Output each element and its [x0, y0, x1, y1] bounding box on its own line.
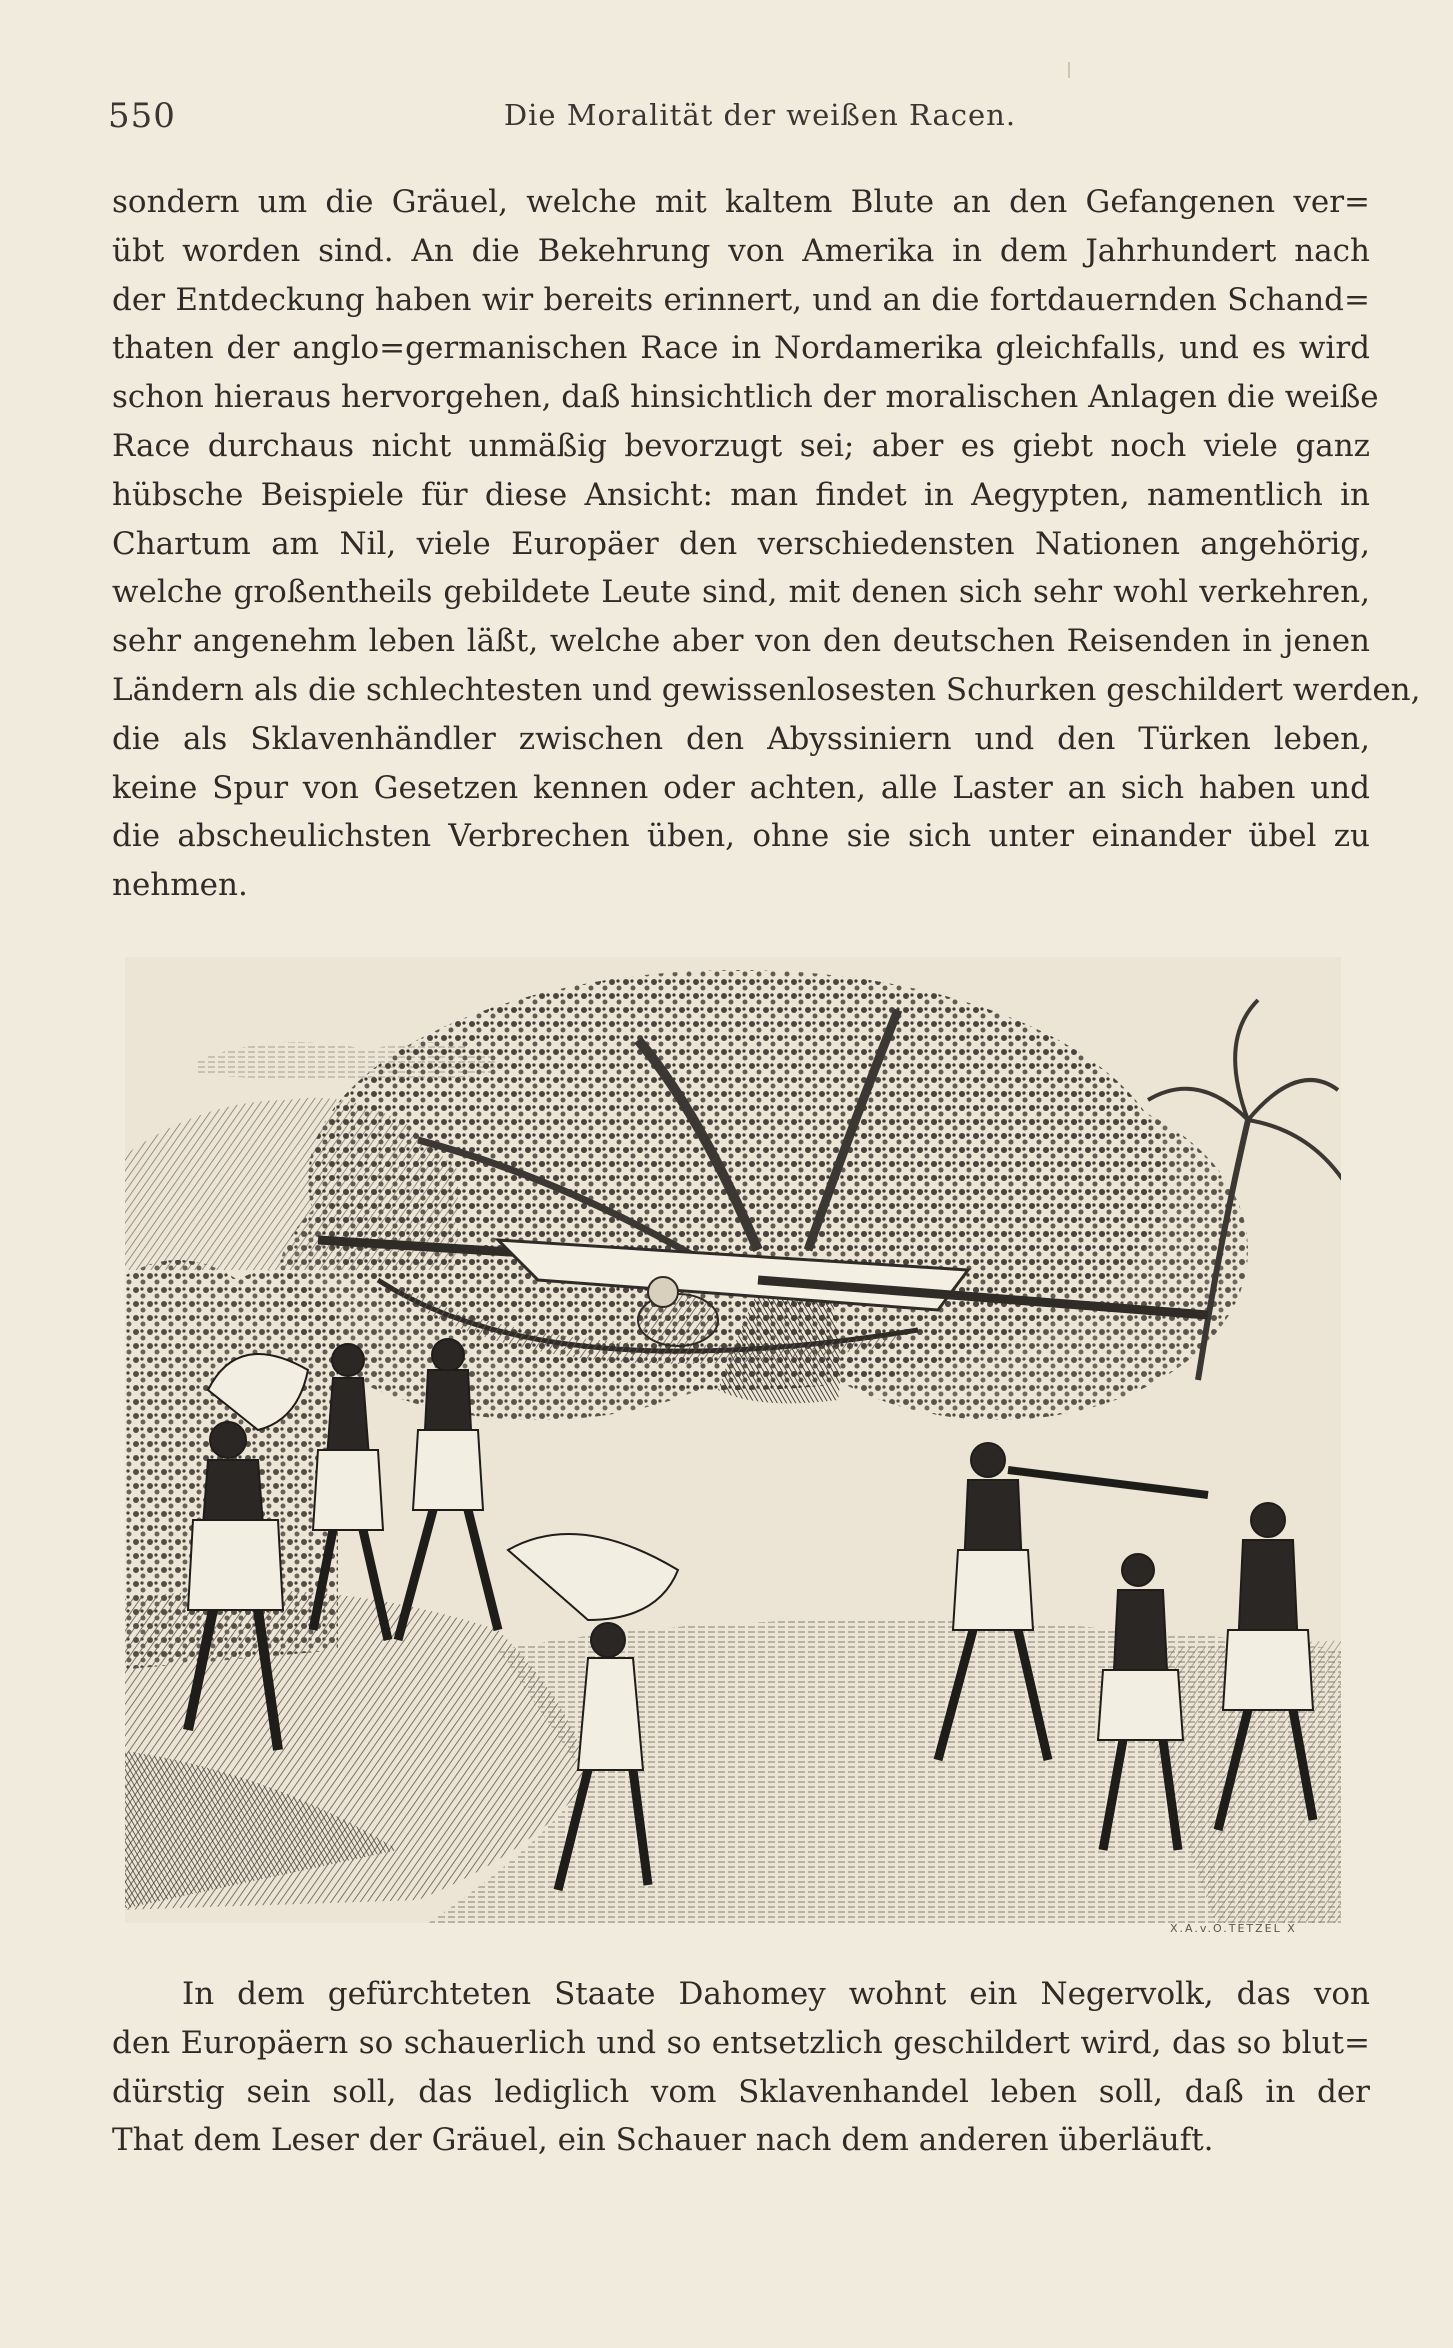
engraving-illustration [118, 950, 1348, 1930]
paragraph-1 [112, 178, 1421, 910]
text-line: dürstig sein soll, das lediglich vom Sklavenhandel leben soll, daß in der [112, 2073, 1370, 2110]
text-line: Chartum am Nil, viele Europäer den verschiedensten Nationen angehörig, [112, 525, 1370, 562]
text-line: die abscheulichsten Verbrechen üben, ohne sie sich unter einander übel zu [112, 818, 1370, 855]
text-line: thaten der anglo=germanischen Race in Nordamerika gleichfalls, und es wird [112, 330, 1370, 367]
running-head: Die Moralität der weißen Racen. [503, 98, 1017, 132]
text-line: übt worden sind. An die Bekehrung von Amerika in dem Jahrhundert nach [112, 232, 1370, 269]
text-line: welche großentheils gebildete Leute sind, mit denen sich sehr wohl verkehren, [112, 574, 1370, 611]
text-line: sehr angenehm leben läßt, welche aber von den deutschen Reisenden in jenen [112, 623, 1370, 660]
text-line: der Entdeckung haben wir bereits erinnert, und an die fortdauernden Schand= [112, 281, 1370, 318]
text-line: That dem Leser der Gräuel, ein Schauer nach dem anderen überläuft. [112, 2122, 1214, 2159]
margin-mark [1068, 62, 1070, 78]
paragraph-2 [112, 1970, 1370, 2165]
page-number: 550 [108, 96, 176, 136]
text-line: In dem gefürchteten Staate Dahomey wohnt ein Negervolk, das von [182, 1976, 1370, 2012]
text-line: Ländern als die schlechtesten und gewissenlosesten Schurken geschildert werden, [112, 671, 1421, 708]
text-line: hübsche Beispiele für diese Ansicht: man findet in Aegypten, namentlich in [112, 476, 1370, 513]
engraving-scene [118, 950, 1348, 1930]
text-line: sondern um die Gräuel, welche mit kaltem Blute an den Gefangenen ver= [112, 184, 1370, 220]
text-line: Race durchaus nicht unmäßig bevorzugt sei; aber es giebt noch viele ganz [112, 427, 1370, 464]
text-line: nehmen. [112, 867, 248, 904]
engraver-signature: X.A.v.O.TETZEL X [1170, 1922, 1297, 1935]
text-line: keine Spur von Gesetzen kennen oder achten, alle Laster an sich haben und [112, 769, 1370, 806]
text-line: schon hieraus hervorgehen, daß hinsichtlich der moralischen Anlagen die weiße [112, 379, 1379, 416]
traveler [638, 1294, 718, 1346]
text-line: die als Sklavenhändler zwischen den Abyssiniern und den Türken leben, [112, 720, 1370, 757]
text-line: den Europäern so schauerlich und so entsetzlich geschildert wird, das so blut= [112, 2024, 1370, 2061]
